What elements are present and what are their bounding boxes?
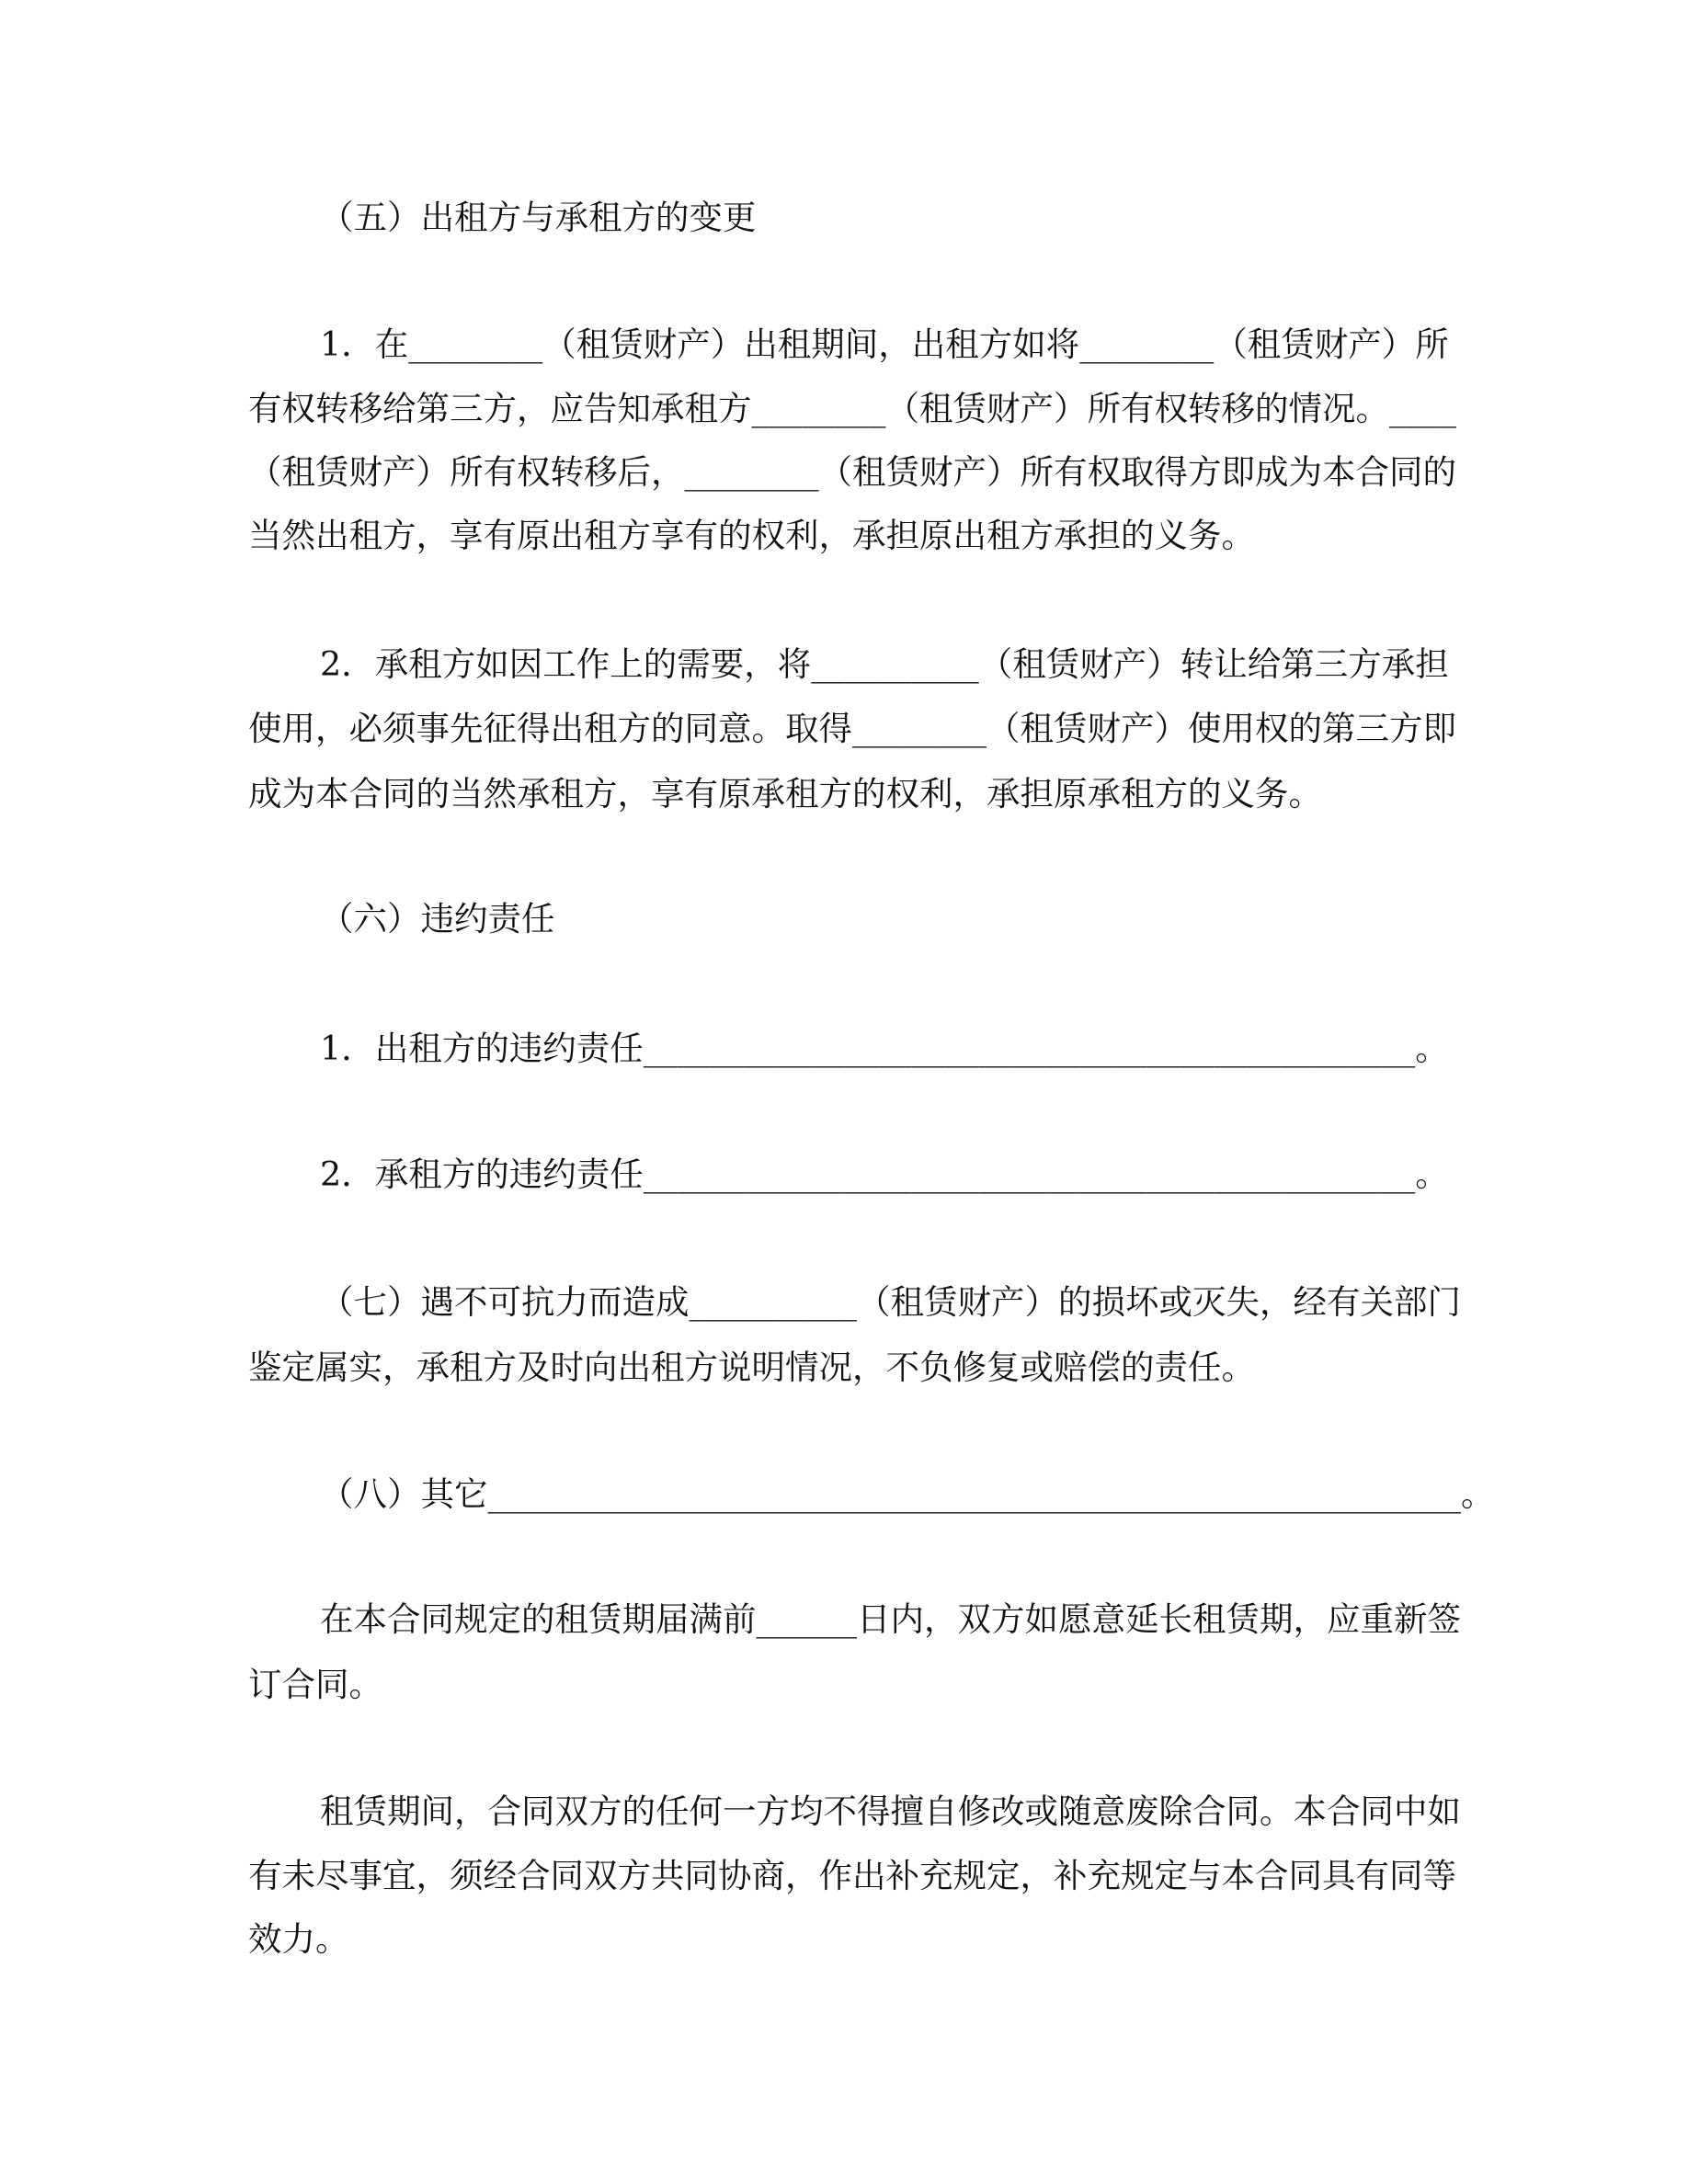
text: （租赁财产）转让给第三方承担 [978,644,1449,684]
text: 使用，必须事先征得出租方的同意。取得 [248,709,852,748]
section-8 [320,1472,1506,1518]
section-5-heading: （五）出租方与承租方的变更 [320,198,757,237]
text: （租赁财产）所 [1214,324,1449,364]
text: 有权转移给第三方，应告知承租方 [248,389,752,428]
fill-blank[interactable]: ________ [684,452,819,492]
text: 1．出租方的违约责任 [320,1029,644,1068]
text-line: 效力。 [248,1919,349,1959]
text-line: 订合同。 [248,1665,382,1704]
fill-blank[interactable]: ______ [756,1599,857,1639]
text-line: 租赁期间，合同双方的任何一方均不得擅自修改或随意废除合同。本合同中如 [320,1792,1461,1831]
text: 1．在 [320,324,409,364]
fill-blank[interactable]: ________ [408,324,543,364]
fill-blank[interactable]: ________ [852,709,987,748]
text-line [248,449,1456,495]
text-line [248,386,1456,432]
text: （七）遇不可抗力而造成 [320,1282,690,1322]
text-line: 当然出租方，享有原出租方享有的权利，承担原出租方承担的义务。 [248,516,1255,555]
text: （租赁财产）出租期间，出租方如将 [542,324,1080,364]
text: 在本合同规定的租赁期届满前 [320,1599,757,1639]
text-line [320,322,1506,368]
text: 日内，双方如愿意延长租赁期，应重新签 [857,1599,1461,1639]
text: 。 [1415,1155,1449,1194]
text: 2．承租方的违约责任 [320,1155,644,1194]
text: （租赁财产）所有权转移后， [248,452,685,492]
text: （租赁财产）使用权的第三方即 [987,709,1456,748]
text-line [320,642,1506,688]
fill-blank[interactable]: ________ [1079,324,1215,364]
text-line [248,706,1456,752]
text-line: 有未尽事宜，须经合同双方共同协商，作出补充规定，补充规定与本合同具有同等 [248,1856,1456,1895]
fill-blank[interactable]: ________ [751,389,886,428]
text-line: 鉴定属实，承租方及时向出租方说明情况，不负修复或赔偿的责任。 [248,1348,1255,1387]
text: （租赁财产）所有权转移的情况。 [885,389,1389,428]
fill-blank[interactable]: __________________________________________________________ [487,1474,1461,1514]
fill-blank[interactable]: __________ [811,644,979,684]
fill-blank[interactable]: ______________________________________________ [643,1155,1416,1194]
fill-blank[interactable]: ______________________________________________ [643,1029,1416,1068]
fill-blank[interactable]: __________ [689,1282,857,1322]
text: （租赁财产）的损坏或灭失，经有关部门 [857,1282,1461,1322]
text: （八）其它 [320,1474,488,1514]
text: （租赁财产）所有权取得方即成为本合同的 [818,452,1456,492]
text: 。 [1415,1029,1449,1068]
section-6-heading: （六）违约责任 [320,899,555,938]
text-line [320,1597,1506,1643]
text-line [320,1280,1506,1325]
lessor-liability-line [320,1026,1506,1072]
text: 。 [1461,1474,1495,1514]
fill-blank[interactable]: ____ [1389,389,1456,428]
text-line: 成为本合同的当然承租方，享有原承租方的权利，承担原承租方的义务。 [248,774,1322,813]
lessee-liability-line [320,1152,1506,1198]
text: 2．承租方如因工作上的需要，将 [320,644,812,684]
